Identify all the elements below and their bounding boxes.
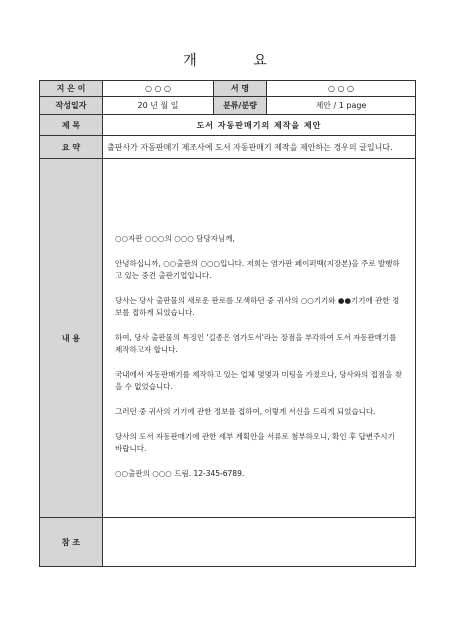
category-value: 제안 / 1 page	[267, 97, 416, 115]
content-paragraph: ○○자판 ○○○의 ○○○ 담당자님께,	[115, 234, 235, 243]
content-label: 내 용	[40, 159, 103, 518]
date-value: 20 년 월 일	[103, 97, 214, 115]
content-paragraph: 하여, 당사 출판물의 특징인 '길종은 염가도서'라는 장점을 부각하여 도서 자동판매기를 제작하고자 합니다.	[115, 333, 397, 354]
date-label: 작성일자	[40, 97, 103, 115]
signature-label: 서 명	[214, 81, 267, 97]
subject-label: 제 목	[40, 115, 103, 136]
summary-value: 출판사가 자동판매기 제조사에 도서 자동판매기 제작을 제안하는 경우의 글입니다.	[103, 136, 416, 159]
subject-value: 도서 자동판매기의 제작을 제안	[103, 115, 416, 136]
document-title: 개 요	[183, 53, 293, 69]
content-row	[40, 159, 416, 518]
date-row	[40, 97, 416, 115]
author-value: ○ ○ ○	[103, 81, 214, 97]
reference-row	[40, 518, 416, 567]
author-label: 지 은 이	[40, 81, 103, 97]
signature-value: ○ ○ ○	[267, 81, 416, 97]
reference-label: 참 조	[40, 518, 103, 567]
summary-row	[40, 136, 416, 159]
content-body	[103, 159, 416, 518]
content-paragraph: ○○출판의 ○○○ 드림. 12-345-6789.	[115, 469, 245, 478]
summary-label: 요 약	[40, 136, 103, 159]
overview-form	[39, 80, 416, 567]
subject-row	[40, 115, 416, 136]
content-paragraph: 국내에서 자동판매기를 제작하고 있는 업체 몇몇과 미팅을 가졌으나, 당사와의 접점을 찾을 수 없었습니다.	[115, 370, 403, 391]
content-paragraph: 안녕하십니까, ○○출판의 ○○○입니다. 저희는 염가판 페이퍼백(지장본)을 주로 발행하고 있는 중견 출판기업입니다.	[115, 259, 400, 280]
author-row	[40, 81, 416, 97]
content-paragraph: 당사는 당사 출판물의 새로운 판로를 모색하던 중 귀사의 ○○기기와 ●●기기에 관한 정보를 접하게 되었습니다.	[115, 296, 400, 317]
content-paragraph: 그러던 중 귀사의 기기에 관한 정보를 접하여, 이렇게 서신을 드리게 되었습니다.	[115, 407, 376, 416]
content-paragraph: 당사의 도서 자동판매기에 관한 세부 계획안을 서류로 첨부하오니, 확인 후 답변주시기 바랍니다.	[115, 432, 395, 453]
reference-value	[103, 518, 416, 567]
category-label: 분류/분량	[214, 97, 267, 115]
